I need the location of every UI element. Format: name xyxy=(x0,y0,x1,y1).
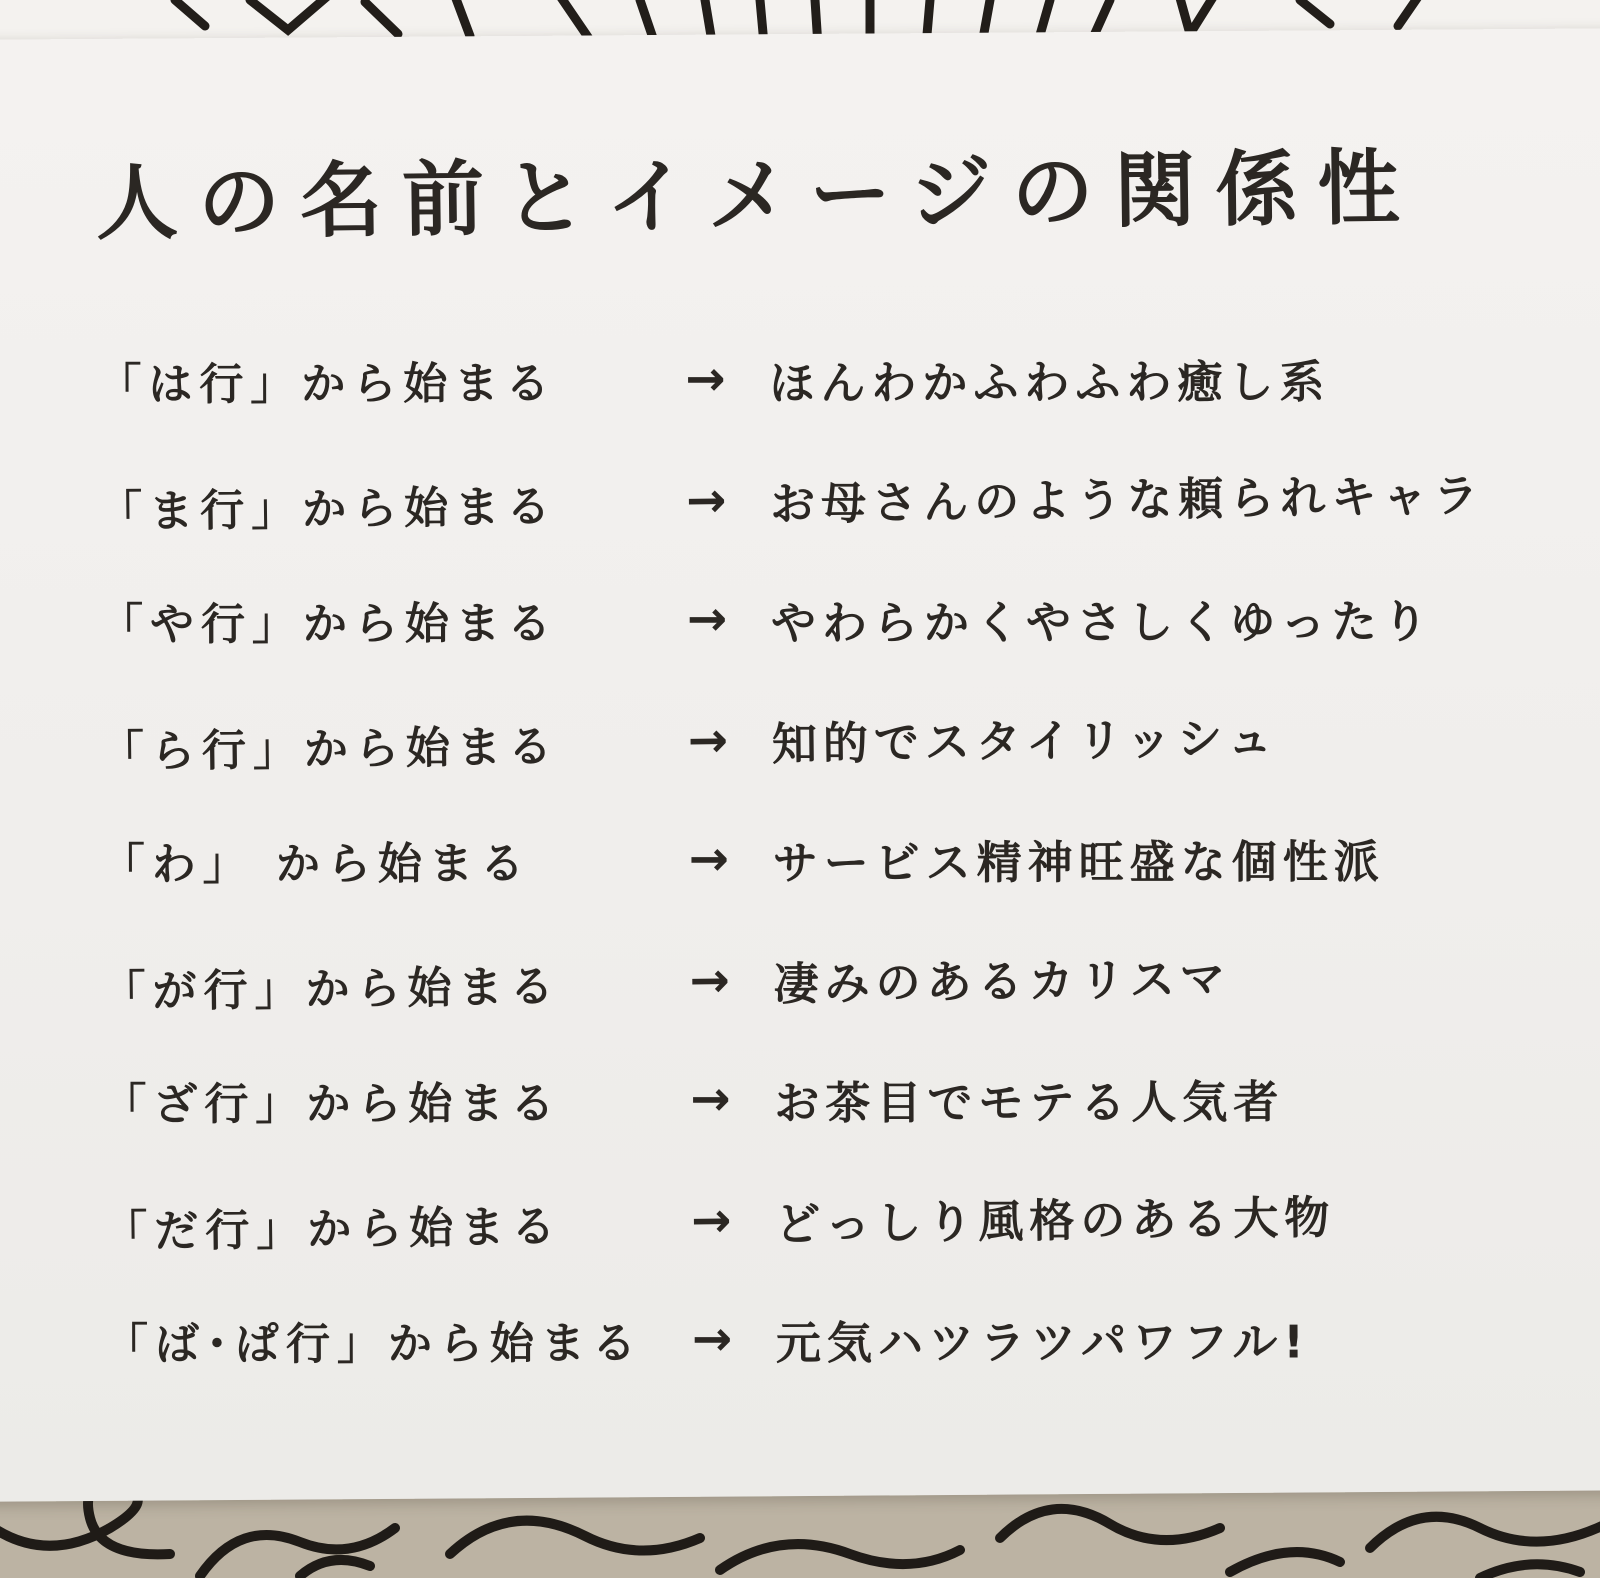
row-label: 「は行」から始まる xyxy=(97,358,557,411)
row-description: ほんわかふわふわ癒し系 xyxy=(769,355,1331,410)
mapping-row xyxy=(104,1277,1600,1401)
page-title: 人の名前とイメージの関係性 xyxy=(95,140,1421,252)
row-description: お茶目でモテる人気者 xyxy=(774,1075,1285,1130)
row-label: 「ら行」から始まる xyxy=(99,721,560,779)
mapping-row xyxy=(101,910,1600,1049)
arrow-right-icon: → xyxy=(690,1071,731,1128)
row-description: 知的でスタイリッシュ xyxy=(771,711,1279,771)
arrow-right-icon: → xyxy=(689,952,731,1010)
row-description: どっしり風格のある大物 xyxy=(774,1190,1336,1251)
arrow-right-icon: → xyxy=(690,1192,732,1250)
mapping-row xyxy=(97,317,1600,441)
row-description: お母さんのような頼られキャラ xyxy=(769,468,1485,531)
row-description: 元気ハツラツパワフル! xyxy=(775,1315,1310,1370)
row-description: 凄みのあるカリスマ xyxy=(773,951,1232,1011)
name-image-mapping-list xyxy=(97,314,1600,1405)
mapping-row xyxy=(102,1037,1600,1161)
arrow-right-icon: → xyxy=(691,1311,733,1368)
mapping-row xyxy=(102,1150,1600,1289)
arrow-right-icon: → xyxy=(685,472,727,530)
row-description: やわらかくやさしくゆったり xyxy=(770,594,1434,650)
row-label: 「ま行」から始まる xyxy=(97,481,558,539)
mapping-row xyxy=(97,430,1600,569)
mapping-row xyxy=(99,557,1600,681)
arrow-right-icon: → xyxy=(685,351,726,408)
mapping-row xyxy=(101,797,1600,921)
row-label: 「わ」 から始まる xyxy=(100,838,532,891)
mapping-row xyxy=(99,670,1600,809)
row-label: 「ざ行」から始まる xyxy=(102,1078,562,1131)
row-label: 「が行」から始まる xyxy=(101,961,561,1019)
row-description: サービス精神旺盛な個性派 xyxy=(772,835,1385,890)
arrow-right-icon: → xyxy=(687,712,729,770)
handwritten-note-paper xyxy=(0,28,1600,1502)
arrow-right-icon: → xyxy=(688,831,729,888)
row-label: 「ば･ぱ行」から始まる xyxy=(103,1318,644,1371)
row-label: 「や行」から始まる xyxy=(98,598,559,651)
arrow-right-icon: → xyxy=(686,591,728,648)
row-label: 「だ行」から始まる xyxy=(102,1201,563,1259)
